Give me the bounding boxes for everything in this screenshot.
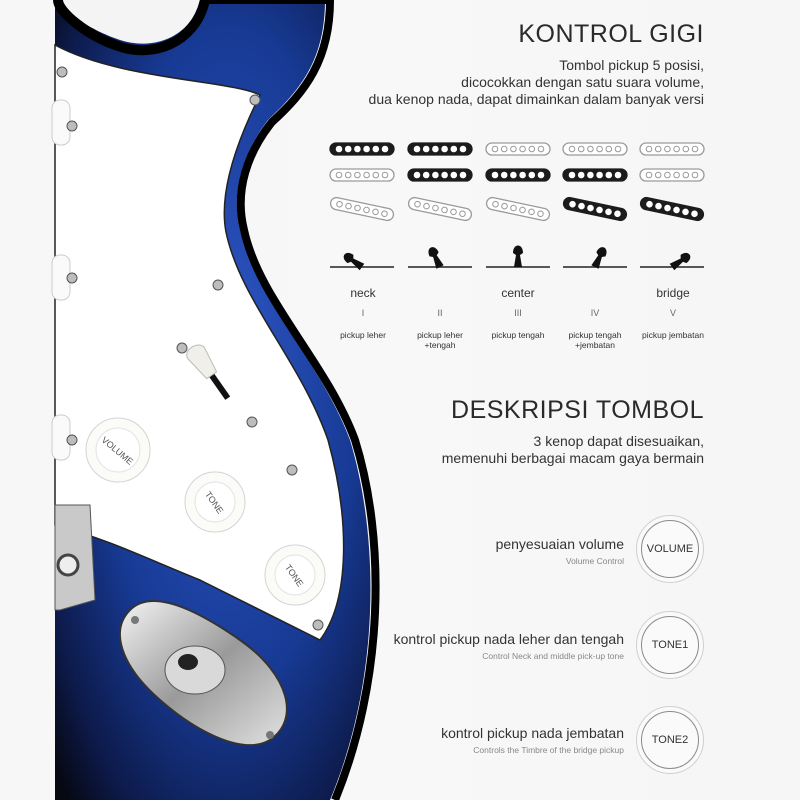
volume-knob-badge [636,515,704,583]
pickup-icon [408,143,472,155]
knob-subtitle-tone1: Control Neck and middle pick-up tone [482,651,624,661]
knob-title-tone1: kontrol pickup nada leher dan tengah [393,631,624,647]
guitar-tone2-knob-label: TONE [282,562,306,589]
knob-subtitle-tone2: Controls the Timbre of the bridge pickup [473,745,624,755]
caption-line: pickup tengah [568,330,622,340]
roman-numeral: III [514,308,522,318]
tone2-knob-badge [636,706,704,774]
guitar-volume-knob [86,418,150,482]
position-caption [325,330,401,340]
section-description-gear [344,57,704,108]
pickup-icon [563,143,627,155]
roman-numeral: I [361,308,365,318]
caption-line: pickup leher [340,330,386,340]
knob-title-tone2: kontrol pickup nada jembatan [441,725,624,741]
position-caption [557,330,633,350]
tone2-knob-label: TONE2 [641,711,699,769]
pickup-icon [486,143,550,155]
tone1-knob-label: TONE1 [641,616,699,674]
caption-line: pickup tengah [491,330,545,340]
section-title-knobs: DESKRIPSI TOMBOL [451,396,704,424]
guitar-tone2-knob [265,545,325,605]
knob-subtitle-volume: Volume Control [565,556,624,566]
description-line: dua kenop nada, dapat dimainkan dalam banyak versi [368,91,704,107]
tone1-knob-badge [636,611,704,679]
pickup-icon [562,196,627,221]
pickup-icon [563,169,627,181]
caption-line: +tengah [424,340,456,350]
description-line: 3 kenop dapat disesuaikan, [533,433,704,449]
knob-title-volume: penyesuaian volume [495,536,624,552]
volume-knob-label: VOLUME [641,520,699,578]
position-caption [635,330,711,340]
pickup-icon [330,169,394,181]
description-line: Tombol pickup 5 posisi, [559,57,704,73]
pickup-icon [639,196,704,221]
section-title-gear: KONTROL GIGI [518,20,704,48]
guitar-volume-knob-label: VOLUME [99,434,136,467]
switch-lever-icon [408,245,472,269]
guitar-tone1-knob [185,472,245,532]
section-description-knobs [344,433,704,467]
caption-line: pickup leher [417,330,463,340]
pickup-icon [407,196,472,221]
pickup-icon [640,169,704,181]
description-line: memenuhi berbagai macam gaya bermain [441,450,704,466]
pickup-icon [485,196,550,221]
pickup-selector-diagram [320,135,720,275]
pickup-icon [408,169,472,181]
caption-line: +jembatan [575,340,615,350]
roman-numeral: II [437,308,443,318]
switch-lever-icon [563,245,627,269]
roman-numeral: IV [590,308,600,318]
pickup-icon [330,143,394,155]
pickup-icon [640,143,704,155]
position-label-center: center [501,286,535,300]
position-label-neck: neck [350,286,376,300]
pickup-icon [486,169,550,181]
description-line: dicocokkan dengan satu suara volume, [461,74,704,90]
position-caption [480,330,556,340]
position-label-bridge: bridge [656,286,690,300]
pickup-icon [329,196,394,221]
switch-lever-icon [640,251,704,272]
switch-position-labels [328,286,718,356]
roman-numeral: V [669,308,676,318]
position-caption [402,330,478,350]
caption-line: pickup jembatan [642,330,704,340]
switch-lever-icon [330,251,394,272]
switch-lever-icon [486,246,550,268]
guitar-tone1-knob-label: TONE [202,489,226,516]
